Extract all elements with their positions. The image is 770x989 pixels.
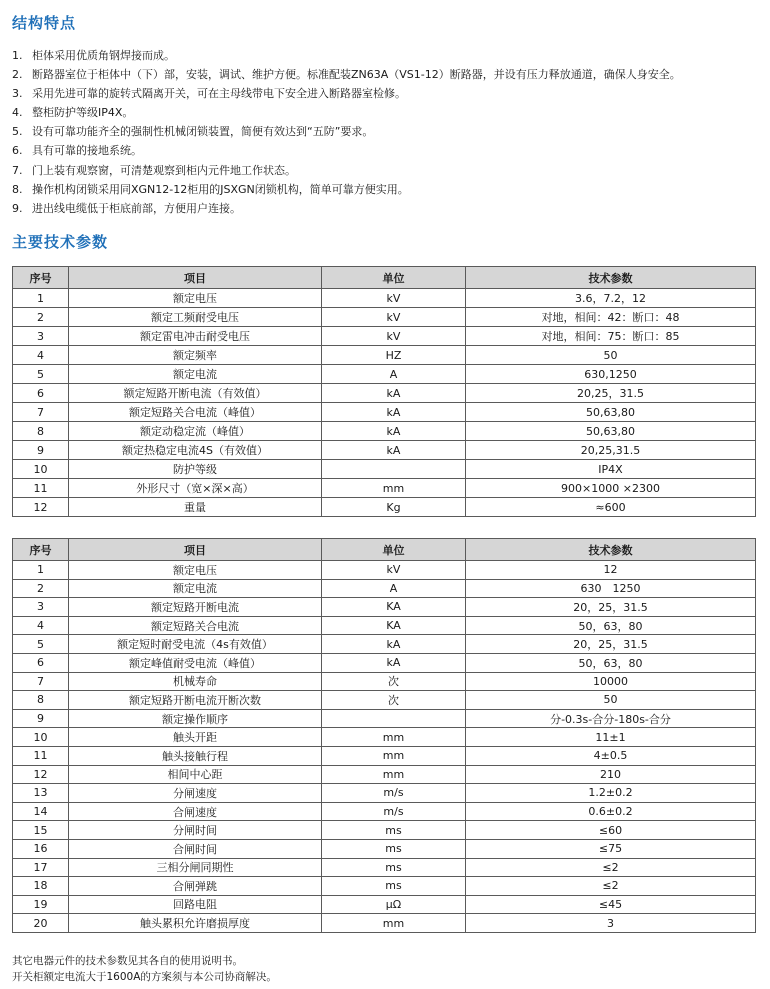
table-cell: kA <box>322 635 466 654</box>
header-cell: 序号 <box>13 539 69 561</box>
table-cell: m/s <box>322 802 466 821</box>
table-cell: kV <box>322 289 466 308</box>
table-cell: 次 <box>322 672 466 691</box>
section-title-tech-params: 主要技术参数 <box>12 233 109 251</box>
header-cell: 技术参数 <box>466 539 756 561</box>
table-cell: 50，63，80 <box>466 616 756 635</box>
section-title-structure: 结构特点 <box>12 14 77 32</box>
table-cell: 14 <box>13 802 69 821</box>
table-cell: ≈600 <box>466 498 756 517</box>
table-cell: 分闸速度 <box>69 784 322 803</box>
table-cell: 20,25，31.5 <box>466 384 756 403</box>
table-cell: 触头开距 <box>69 728 322 747</box>
table-cell: 12 <box>13 498 69 517</box>
table-cell: ≤2 <box>466 858 756 877</box>
header-cell: 序号 <box>13 267 69 289</box>
table-cell: 额定工频耐受电压 <box>69 308 322 327</box>
table-row <box>13 289 756 308</box>
feature-item: 2. 断路器室位于柜体中（下）部，安装，调试、维护方便。标准配装ZN63A（VS1-12）断路器，并设有压力释放通道，确保人身安全。 <box>12 68 681 82</box>
table-cell: mm <box>322 914 466 933</box>
table-cell: 4±0.5 <box>466 746 756 765</box>
table-body <box>13 561 756 933</box>
table-cell: 17 <box>13 858 69 877</box>
table-cell: 20，25，31.5 <box>466 598 756 617</box>
table-row <box>13 728 756 747</box>
table-cell: ms <box>322 877 466 896</box>
table-cell: 50 <box>466 346 756 365</box>
table-cell: 10 <box>13 460 69 479</box>
table-cell: 3 <box>13 598 69 617</box>
table-cell: 触头累积允许磨损厚度 <box>69 914 322 933</box>
table-cell: 防护等级 <box>69 460 322 479</box>
table-cell: 6 <box>13 653 69 672</box>
table-cell: 额定短路关合电流 <box>69 616 322 635</box>
table-cell: HZ <box>322 346 466 365</box>
table-cell: 9 <box>13 709 69 728</box>
table-cell: 3 <box>466 914 756 933</box>
table-row <box>13 561 756 580</box>
table-cell: 50，63，80 <box>466 653 756 672</box>
table-row <box>13 479 756 498</box>
header-cell: 项目 <box>69 539 322 561</box>
header-cell: 技术参数 <box>466 267 756 289</box>
table-cell: 2 <box>13 308 69 327</box>
table-row <box>13 327 756 346</box>
spec-table-1 <box>12 266 756 517</box>
table-cell: A <box>322 579 466 598</box>
table-cell: 4 <box>13 616 69 635</box>
table-cell: 10 <box>13 728 69 747</box>
table-cell: 次 <box>322 691 466 710</box>
table-cell: 19 <box>13 895 69 914</box>
table-cell: 11 <box>13 479 69 498</box>
table-cell: 额定短路开断电流 <box>69 598 322 617</box>
table-cell: 合闸弹跳 <box>69 877 322 896</box>
table-row <box>13 746 756 765</box>
spec-table-2 <box>12 538 756 933</box>
table-row <box>13 308 756 327</box>
table-row <box>13 914 756 933</box>
table-row <box>13 839 756 858</box>
table-cell: A <box>322 365 466 384</box>
table-cell: 18 <box>13 877 69 896</box>
table-cell: kV <box>322 327 466 346</box>
table-cell: IP4X <box>466 460 756 479</box>
table-cell: 12 <box>466 561 756 580</box>
table-cell: 50 <box>466 691 756 710</box>
table-cell: 20,25,31.5 <box>466 441 756 460</box>
table-row <box>13 616 756 635</box>
table-row <box>13 598 756 617</box>
table-row <box>13 672 756 691</box>
table-cell: 630,1250 <box>466 365 756 384</box>
table-row <box>13 403 756 422</box>
table-cell: 20 <box>13 914 69 933</box>
table-cell: 10000 <box>466 672 756 691</box>
table-body <box>13 289 756 517</box>
table-cell: 11±1 <box>466 728 756 747</box>
table-row <box>13 895 756 914</box>
table-cell: 2 <box>13 579 69 598</box>
table-cell: 机械寿命 <box>69 672 322 691</box>
table-cell: m/s <box>322 784 466 803</box>
feature-item: 6. 具有可靠的接地系统。 <box>12 144 142 158</box>
table-cell: 额定短路开断电流（有效值） <box>69 384 322 403</box>
table-row <box>13 498 756 517</box>
table-cell: kA <box>322 403 466 422</box>
table-cell: 额定电流 <box>69 365 322 384</box>
table-cell: 额定峰值耐受电流（峰值） <box>69 653 322 672</box>
table-cell: 20，25，31.5 <box>466 635 756 654</box>
footnote: 其它电器元件的技术参数见其各自的使用说明书。 <box>12 955 243 967</box>
table-cell: 1 <box>13 289 69 308</box>
table-cell: kA <box>322 422 466 441</box>
table-cell: ms <box>322 858 466 877</box>
table-cell: Kg <box>322 498 466 517</box>
table-cell: 7 <box>13 403 69 422</box>
table-cell: 回路电阻 <box>69 895 322 914</box>
table-cell: ms <box>322 839 466 858</box>
footnote: 开关柜额定电流大于1600A的方案须与本公司协商解决。 <box>12 971 277 983</box>
table-cell <box>322 460 466 479</box>
table-row <box>13 821 756 840</box>
table-cell: KA <box>322 598 466 617</box>
table-cell: ≤75 <box>466 839 756 858</box>
feature-item: 7. 门上装有观察窗，可清楚观察到柜内元件地工作状态。 <box>12 163 296 177</box>
table-cell: 分-0.3s-合分-180s-合分 <box>466 709 756 728</box>
table-cell: 8 <box>13 422 69 441</box>
table-cell: 15 <box>13 821 69 840</box>
table-row <box>13 784 756 803</box>
table-cell: 5 <box>13 635 69 654</box>
table-cell: 相间中心距 <box>69 765 322 784</box>
table-row <box>13 579 756 598</box>
feature-item: 1. 柜体采用优质角钢焊接而成。 <box>12 49 175 62</box>
table-cell: ≤2 <box>466 877 756 896</box>
table-cell: kA <box>322 441 466 460</box>
table-row <box>13 858 756 877</box>
table-row <box>13 460 756 479</box>
feature-item: 5. 设有可靠功能齐全的强制性机械闭锁装置，简便有效达到“五防”要求。 <box>12 125 374 139</box>
table-cell: 12 <box>13 765 69 784</box>
table-cell: μΩ <box>322 895 466 914</box>
table-row <box>13 441 756 460</box>
header-cell: 单位 <box>322 539 466 561</box>
header-cell: 单位 <box>322 267 466 289</box>
table-cell: 额定频率 <box>69 346 322 365</box>
table-row <box>13 635 756 654</box>
table-cell: 3.6，7.2，12 <box>466 289 756 308</box>
table-cell: mm <box>322 728 466 747</box>
table-row <box>13 691 756 710</box>
table-cell: 0.6±0.2 <box>466 802 756 821</box>
table-row <box>13 346 756 365</box>
table-cell: 9 <box>13 441 69 460</box>
table-cell: 对地，相间：75：断口：85 <box>466 327 756 346</box>
table-cell: 额定短时耐受电流（4s有效值） <box>69 635 322 654</box>
table-row <box>13 422 756 441</box>
table-row <box>13 802 756 821</box>
table-row <box>13 765 756 784</box>
table-cell: 额定雷电冲击耐受电压 <box>69 327 322 346</box>
table-cell: 50,63,80 <box>466 403 756 422</box>
table-cell: 三相分闸同期性 <box>69 858 322 877</box>
table-cell: 900×1000 ×2300 <box>466 479 756 498</box>
table-cell: ≤45 <box>466 895 756 914</box>
table-cell: mm <box>322 746 466 765</box>
table-cell: 210 <box>466 765 756 784</box>
feature-item: 4. 整柜防护等级IP4X。 <box>12 106 134 120</box>
table-cell: kA <box>322 384 466 403</box>
table-cell: 对地，相间：42：断口：48 <box>466 308 756 327</box>
table-cell: kV <box>322 561 466 580</box>
table-cell: 50,63,80 <box>466 422 756 441</box>
table-cell: mm <box>322 765 466 784</box>
table-cell: 8 <box>13 691 69 710</box>
table-cell: 额定电流 <box>69 579 322 598</box>
table-cell: 分闸时间 <box>69 821 322 840</box>
table-cell: 外形尺寸（宽×深×高） <box>69 479 322 498</box>
feature-item: 8. 操作机构闭锁采用同XGN12-12柜用的JSXGN闭锁机构，简单可靠方便实用。 <box>12 182 409 196</box>
table-cell: 1 <box>13 561 69 580</box>
table-row <box>13 365 756 384</box>
table-cell: kA <box>322 653 466 672</box>
table-cell: 5 <box>13 365 69 384</box>
table-header-row <box>13 539 756 561</box>
table-cell: 13 <box>13 784 69 803</box>
table-cell: KA <box>322 616 466 635</box>
table-cell: 额定短路关合电流（峰值） <box>69 403 322 422</box>
table-row <box>13 384 756 403</box>
table-cell: 合闸速度 <box>69 802 322 821</box>
table-cell: ≤60 <box>466 821 756 840</box>
table-cell: 7 <box>13 672 69 691</box>
table-cell: 额定电压 <box>69 561 322 580</box>
table-row <box>13 877 756 896</box>
table-cell: 3 <box>13 327 69 346</box>
table-row <box>13 653 756 672</box>
table-cell: 630 1250 <box>466 579 756 598</box>
table-cell: kV <box>322 308 466 327</box>
table-cell: 重量 <box>69 498 322 517</box>
table-cell: 额定热稳定电流4S（有效值） <box>69 441 322 460</box>
table-cell: 额定动稳定流（峰值） <box>69 422 322 441</box>
table-cell: 6 <box>13 384 69 403</box>
table-cell: 16 <box>13 839 69 858</box>
table-cell: mm <box>322 479 466 498</box>
table-cell: 1.2±0.2 <box>466 784 756 803</box>
table-row <box>13 709 756 728</box>
table-cell: 11 <box>13 746 69 765</box>
table-cell: 触头接触行程 <box>69 746 322 765</box>
table-cell: 额定短路开断电流开断次数 <box>69 691 322 710</box>
table-cell: 合闸时间 <box>69 839 322 858</box>
table-cell: 额定电压 <box>69 289 322 308</box>
feature-item: 9. 进出线电缆低于柜底前部，方便用户连接。 <box>12 201 241 215</box>
feature-item: 3. 采用先进可靠的旋转式隔离开关，可在主母线带电下安全进入断路器室检修。 <box>12 87 406 101</box>
table-header-row <box>13 267 756 289</box>
table-cell: ms <box>322 821 466 840</box>
table-cell: 额定操作顺序 <box>69 709 322 728</box>
header-cell: 项目 <box>69 267 322 289</box>
footnotes <box>12 953 277 985</box>
table-cell: 4 <box>13 346 69 365</box>
feature-list <box>12 46 762 218</box>
table-cell <box>322 709 466 728</box>
